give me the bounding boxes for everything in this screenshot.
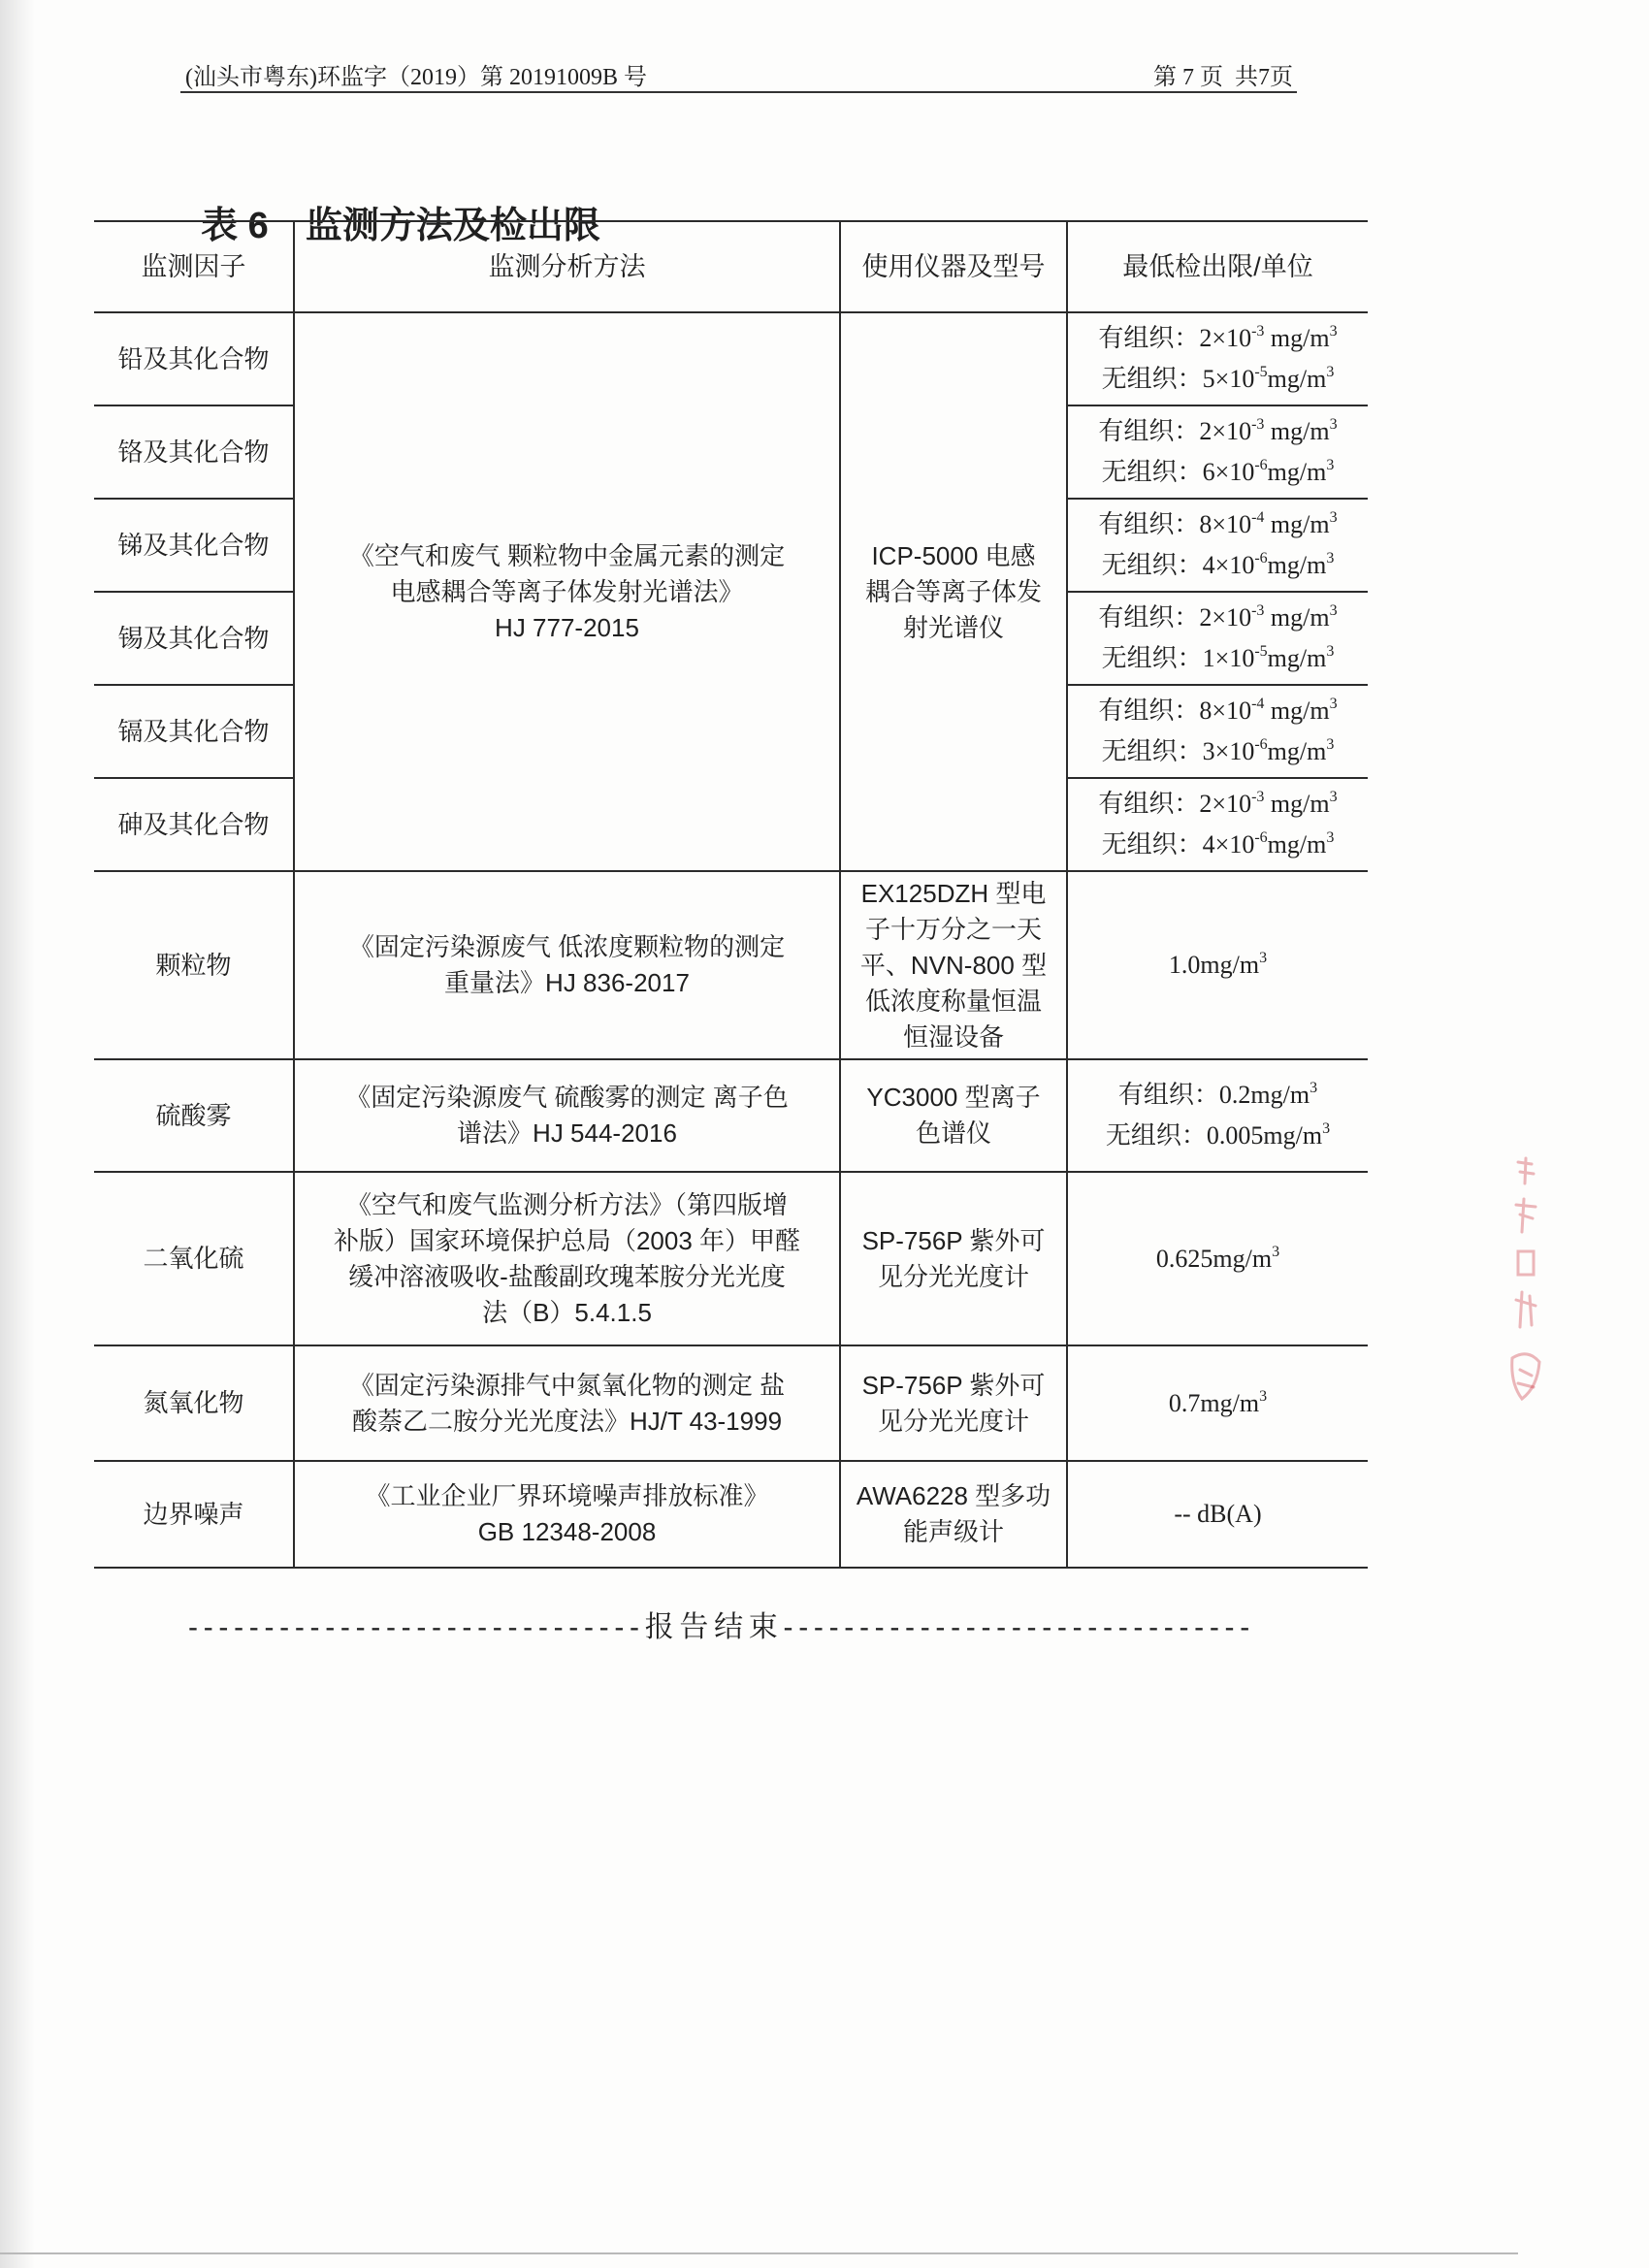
method-line: 《空气和废气监测分析方法》（第四版增 [345, 1189, 788, 1219]
instrument-line: 色谱仪 [915, 1118, 991, 1148]
scan-edge-line [0, 2252, 1518, 2254]
limit-value-exponent: -6 [1254, 829, 1268, 846]
limit-unit-exponent: 3 [1329, 696, 1338, 712]
limit-label: 有组织： [1098, 510, 1200, 538]
limit-value-exponent: -4 [1251, 509, 1265, 526]
limit-unit-exponent: 3 [1329, 323, 1338, 340]
limit-unit-exponent: 3 [1326, 829, 1335, 846]
limit-cell [1067, 312, 1368, 405]
limit-value: 4×10 [1202, 551, 1255, 579]
limit-unit: mg/m [1263, 1121, 1323, 1150]
method-line: 电感耦合等离子体发射光谱法》 [390, 576, 744, 606]
method-cell [294, 1172, 840, 1345]
limit-unit: mg/m [1264, 790, 1330, 818]
limit-unit: mg/m [1267, 551, 1327, 579]
limit-unit-exponent: 3 [1326, 736, 1335, 753]
limit-unit: mg/m [1267, 458, 1327, 486]
factor-cell: 锡及其化合物 [94, 592, 294, 685]
limit-line [1072, 1075, 1364, 1116]
report-end-line: ------------------------------报告结束------------------------------- [188, 1611, 1255, 1643]
factor-cell: 锑及其化合物 [94, 499, 294, 592]
limit-line [1072, 945, 1364, 986]
limit-value: 8×10 [1199, 697, 1252, 725]
limit-value-exponent: -5 [1254, 364, 1268, 380]
scan-shadow [0, 0, 35, 2268]
method-line: 《空气和废气 颗粒物中金属元素的测定 [348, 540, 786, 570]
limit-value: 6×10 [1202, 458, 1255, 486]
limit-value: 0.005 [1206, 1121, 1264, 1150]
limit-unit-exponent: 3 [1259, 1387, 1268, 1405]
instrument-line: ICP-5000 电感 [871, 540, 1036, 570]
instrument-line: YC3000 型离子 [866, 1083, 1041, 1112]
limit-unit-exponent: 3 [1259, 950, 1268, 966]
factor-cell: 铅及其化合物 [94, 312, 294, 405]
limit-line [1072, 504, 1364, 545]
instrument-line: 低浓度称量恒温 [864, 986, 1042, 1016]
limit-unit: mg/m [1250, 1081, 1310, 1109]
limit-unit-exponent: 3 [1272, 1243, 1280, 1260]
limit-label: 有组织： [1117, 1081, 1219, 1109]
limit-line [1072, 545, 1364, 586]
limit-unit-exponent: 3 [1310, 1080, 1318, 1096]
limit-value-exponent: -4 [1251, 696, 1265, 712]
method-line: 《固定污染源排气中氮氧化物的测定 盐 [348, 1370, 786, 1400]
method-line: 补版）国家环境保护总局（2003 年）甲醛 [333, 1225, 801, 1255]
limit-unit: mg/m [1264, 324, 1330, 352]
instrument-cell [840, 1345, 1067, 1461]
limit-value: 1×10 [1202, 644, 1255, 672]
instrument-cell [840, 312, 1067, 871]
instrument-line: SP-756P 紫外可 [861, 1370, 1046, 1400]
limit-value: 2×10 [1199, 790, 1252, 818]
limit-unit: mg/m [1200, 1388, 1260, 1417]
method-line: GB 12348-2008 [477, 1517, 657, 1546]
instrument-line: EX125DZH 型电 [860, 878, 1047, 908]
limit-unit: mg/m [1267, 830, 1327, 859]
limit-line [1072, 452, 1364, 493]
table-row [94, 1345, 1368, 1461]
factor-cell: 铬及其化合物 [94, 405, 294, 499]
limit-label: 无组织： [1101, 737, 1203, 765]
method-line: 酸萘乙二胺分光光度法》HJ/T 43-1999 [351, 1406, 783, 1436]
instrument-line: 平、NVN-800 型 [859, 950, 1048, 980]
column-header-detection-limit: 最低检出限/单位 [1067, 221, 1368, 312]
limit-line [1072, 784, 1364, 825]
factor-cell: 氮氧化物 [94, 1345, 294, 1461]
instrument-line: 见分光光度计 [877, 1261, 1029, 1291]
limit-label: 无组织： [1101, 365, 1203, 393]
limit-unit-exponent: 3 [1326, 364, 1335, 380]
method-line: 重量法》HJ 836-2017 [444, 968, 690, 997]
document-number: (汕头市粤东)环监字（2019）第 20191009B 号 [185, 65, 647, 90]
limit-line [1072, 598, 1364, 638]
instrument-line: 射光谱仪 [902, 612, 1004, 642]
limit-value-exponent: -3 [1251, 602, 1265, 619]
limit-label: 无组织： [1101, 644, 1203, 672]
method-cell [294, 871, 840, 1059]
limit-value: 3×10 [1202, 737, 1255, 765]
limit-cell [1067, 592, 1368, 685]
factor-cell: 砷及其化合物 [94, 778, 294, 871]
method-line: HJ 777-2015 [495, 612, 639, 642]
instrument-cell [840, 1059, 1067, 1172]
instrument-line: AWA6228 型多功 [856, 1481, 1051, 1510]
limit-line [1072, 1239, 1364, 1280]
limit-label: 有组织： [1098, 324, 1200, 352]
limit-unit-exponent: 3 [1329, 602, 1338, 619]
method-line: 《固定污染源废气 硫酸雾的测定 离子色 [345, 1083, 789, 1112]
limit-label: 有组织： [1098, 697, 1200, 725]
limit-unit: mg/m [1267, 737, 1327, 765]
limit-unit: mg/m [1267, 365, 1327, 393]
limit-value-exponent: -3 [1251, 323, 1265, 340]
method-line: 缓冲溶液吸收-盐酸副玫瑰苯胺分光光度 [348, 1261, 786, 1291]
instrument-line: 恒湿设备 [902, 1021, 1004, 1052]
limit-unit-exponent: 3 [1326, 457, 1335, 473]
limit-unit-exponent: 3 [1329, 416, 1338, 433]
limit-line [1072, 731, 1364, 772]
limit-value-exponent: -6 [1254, 736, 1268, 753]
monitoring-methods-table [94, 220, 1368, 1569]
table-row [94, 871, 1368, 1059]
page-header [180, 54, 1297, 93]
limit-label: 无组织： [1101, 458, 1203, 486]
limit-label: 无组织： [1105, 1121, 1207, 1150]
table-title-text: 监测方法及检出限 [305, 206, 600, 246]
seal-fragment [1499, 1154, 1547, 1416]
limit-cell [1067, 778, 1368, 871]
limit-value: 2×10 [1199, 324, 1252, 352]
limit-label: 无组织： [1101, 551, 1203, 579]
limit-unit: mg/m [1212, 1244, 1273, 1273]
limit-label: 无组织： [1101, 830, 1203, 859]
column-header-instrument: 使用仪器及型号 [840, 221, 1067, 312]
limit-value-exponent: -5 [1254, 643, 1268, 660]
limit-line [1072, 318, 1364, 359]
limit-cell [1067, 871, 1368, 1059]
limit-unit: mg/m [1267, 644, 1327, 672]
factor-cell: 二氧化硫 [94, 1172, 294, 1345]
limit-label: 有组织： [1098, 603, 1200, 632]
method-line: 《工业企业厂界环境噪声排放标准》 [365, 1481, 769, 1510]
limit-cell [1067, 499, 1368, 592]
limit-cell [1067, 405, 1368, 499]
limit-line [1072, 825, 1364, 865]
limit-line [1072, 1116, 1364, 1156]
method-cell [294, 1461, 840, 1568]
column-header-method: 监测分析方法 [294, 221, 840, 312]
limit-value: 5×10 [1202, 365, 1255, 393]
limit-value: 4×10 [1202, 830, 1255, 859]
limit-value: -- dB(A) [1174, 1500, 1262, 1528]
table-header-row [94, 221, 1368, 312]
table-row [94, 312, 1368, 405]
limit-value-exponent: -6 [1254, 550, 1268, 567]
instrument-cell [840, 1172, 1067, 1345]
instrument-line: SP-756P 紫外可 [861, 1225, 1046, 1255]
limit-unit: mg/m [1264, 510, 1330, 538]
limit-unit: mg/m [1264, 697, 1330, 725]
limit-line [1072, 1494, 1364, 1535]
method-cell [294, 1059, 840, 1172]
instrument-line: 见分光光度计 [877, 1406, 1029, 1436]
limit-label: 有组织： [1098, 417, 1200, 445]
table-row [94, 1461, 1368, 1568]
table-row [94, 1172, 1368, 1345]
limit-line [1072, 411, 1364, 452]
limit-cell [1067, 1059, 1368, 1172]
limit-unit-exponent: 3 [1322, 1120, 1331, 1137]
method-cell [294, 1345, 840, 1461]
limit-unit-exponent: 3 [1326, 643, 1335, 660]
limit-line [1072, 691, 1364, 731]
table-row [94, 1059, 1368, 1172]
factor-cell: 颗粒物 [94, 871, 294, 1059]
limit-unit-exponent: 3 [1329, 789, 1338, 805]
factor-cell: 镉及其化合物 [94, 685, 294, 778]
factor-cell: 硫酸雾 [94, 1059, 294, 1172]
table-body [94, 312, 1368, 1568]
page-number: 第 7 页 共7页 [1153, 65, 1293, 90]
limit-value: 1.0 [1168, 951, 1201, 979]
instrument-line: 子十万分之一天 [864, 914, 1042, 944]
limit-unit: mg/m [1264, 417, 1330, 445]
limit-value: 0.2 [1218, 1081, 1251, 1109]
limit-line [1072, 359, 1364, 400]
limit-value: 8×10 [1199, 510, 1252, 538]
method-line: 法（B）5.4.1.5 [482, 1297, 652, 1327]
limit-unit: mg/m [1200, 951, 1260, 979]
limit-line [1072, 1383, 1364, 1424]
limit-cell [1067, 1461, 1368, 1568]
limit-cell [1067, 685, 1368, 778]
limit-cell [1067, 1345, 1368, 1461]
method-line: 《固定污染源废气 低浓度颗粒物的测定 [348, 932, 786, 961]
limit-cell [1067, 1172, 1368, 1345]
instrument-cell [840, 1461, 1067, 1568]
limit-value: 2×10 [1199, 603, 1252, 632]
limit-value-exponent: -3 [1251, 789, 1265, 805]
instrument-cell [840, 871, 1067, 1059]
instrument-line: 耦合等离子体发 [864, 576, 1042, 606]
table-number: 表 6 [201, 206, 269, 246]
factor-cell: 边界噪声 [94, 1461, 294, 1568]
limit-unit-exponent: 3 [1329, 509, 1338, 526]
limit-label: 有组织： [1098, 790, 1200, 818]
limit-line [1072, 638, 1364, 679]
method-cell [294, 312, 840, 871]
column-header-factor: 监测因子 [94, 221, 294, 312]
limit-value: 0.7 [1168, 1388, 1201, 1417]
limit-unit: mg/m [1264, 603, 1330, 632]
limit-value: 2×10 [1199, 417, 1252, 445]
limit-value-exponent: -6 [1254, 457, 1268, 473]
limit-value: 0.625 [1155, 1244, 1213, 1273]
instrument-line: 能声级计 [902, 1517, 1004, 1546]
limit-value-exponent: -3 [1251, 416, 1265, 433]
limit-unit-exponent: 3 [1326, 550, 1335, 567]
method-line: 谱法》HJ 544-2016 [457, 1118, 677, 1148]
